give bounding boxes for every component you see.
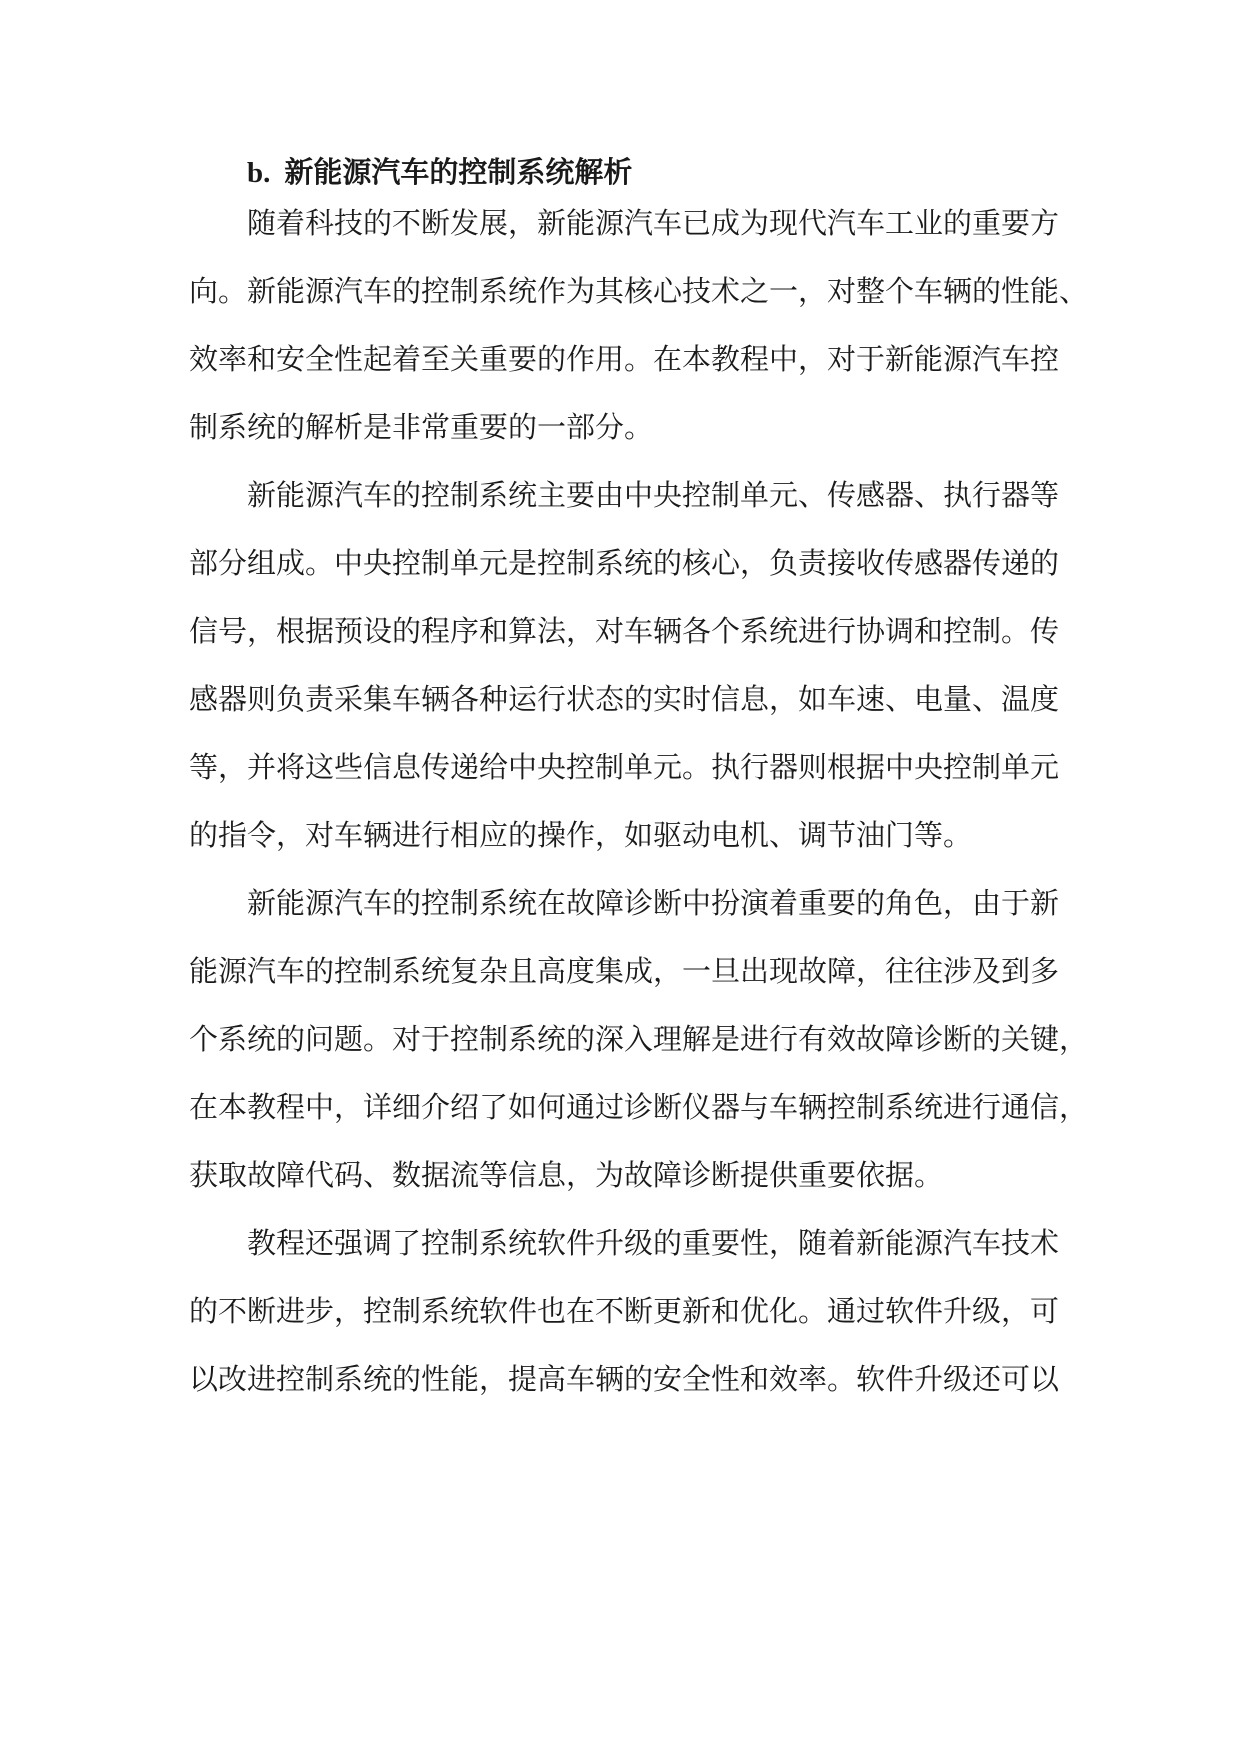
paragraph-line: 新能源汽车的控制系统在故障诊断中扮演着重要的角色，由于新	[247, 886, 1060, 920]
paragraph-line: 向。新能源汽车的控制系统作为其核心技术之一，对整个车辆的性能、	[189, 274, 1089, 308]
section-marker: b.	[247, 157, 271, 189]
paragraph-line: 信号，根据预设的程序和算法，对车辆各个系统进行协调和控制。传	[189, 614, 1060, 648]
paragraph-line: 以改进控制系统的性能，提高车辆的安全性和效率。软件升级还可以	[189, 1362, 1060, 1396]
paragraph-line: 能源汽车的控制系统复杂且高度集成，一旦出现故障，往往涉及到多	[189, 954, 1060, 988]
paragraph-line: 获取故障代码、数据流等信息，为故障诊断提供重要依据。	[189, 1158, 944, 1192]
paragraph-line: 制系统的解析是非常重要的一部分。	[189, 410, 654, 444]
paragraph-line: 的指令，对车辆进行相应的操作，如驱动电机、调节油门等。	[189, 818, 973, 852]
paragraph-line: 部分组成。中央控制单元是控制系统的核心，负责接收传感器传递的	[189, 546, 1060, 580]
paragraph-line: 在本教程中，详细介绍了如何通过诊断仪器与车辆控制系统进行通信，	[189, 1090, 1089, 1124]
paragraph-line: 随着科技的不断发展，新能源汽车已成为现代汽车工业的重要方	[247, 206, 1060, 240]
paragraph-line: 效率和安全性起着至关重要的作用。在本教程中，对于新能源汽车控	[189, 342, 1060, 376]
paragraph-line: 新能源汽车的控制系统主要由中央控制单元、传感器、执行器等	[247, 478, 1060, 512]
paragraph-line: 个系统的问题。对于控制系统的深入理解是进行有效故障诊断的关键，	[189, 1022, 1089, 1056]
paragraph-line: 的不断进步，控制系统软件也在不断更新和优化。通过软件升级，可	[189, 1294, 1060, 1328]
section-title: 新能源汽车的控制系统解析	[284, 155, 633, 189]
section-heading	[247, 150, 1067, 194]
paragraph-line: 等，并将这些信息传递给中央控制单元。执行器则根据中央控制单元	[189, 750, 1060, 784]
paragraph-line: 感器则负责采集车辆各种运行状态的实时信息，如车速、电量、温度	[189, 682, 1060, 716]
paragraph-line: 教程还强调了控制系统软件升级的重要性，随着新能源汽车技术	[247, 1226, 1060, 1260]
